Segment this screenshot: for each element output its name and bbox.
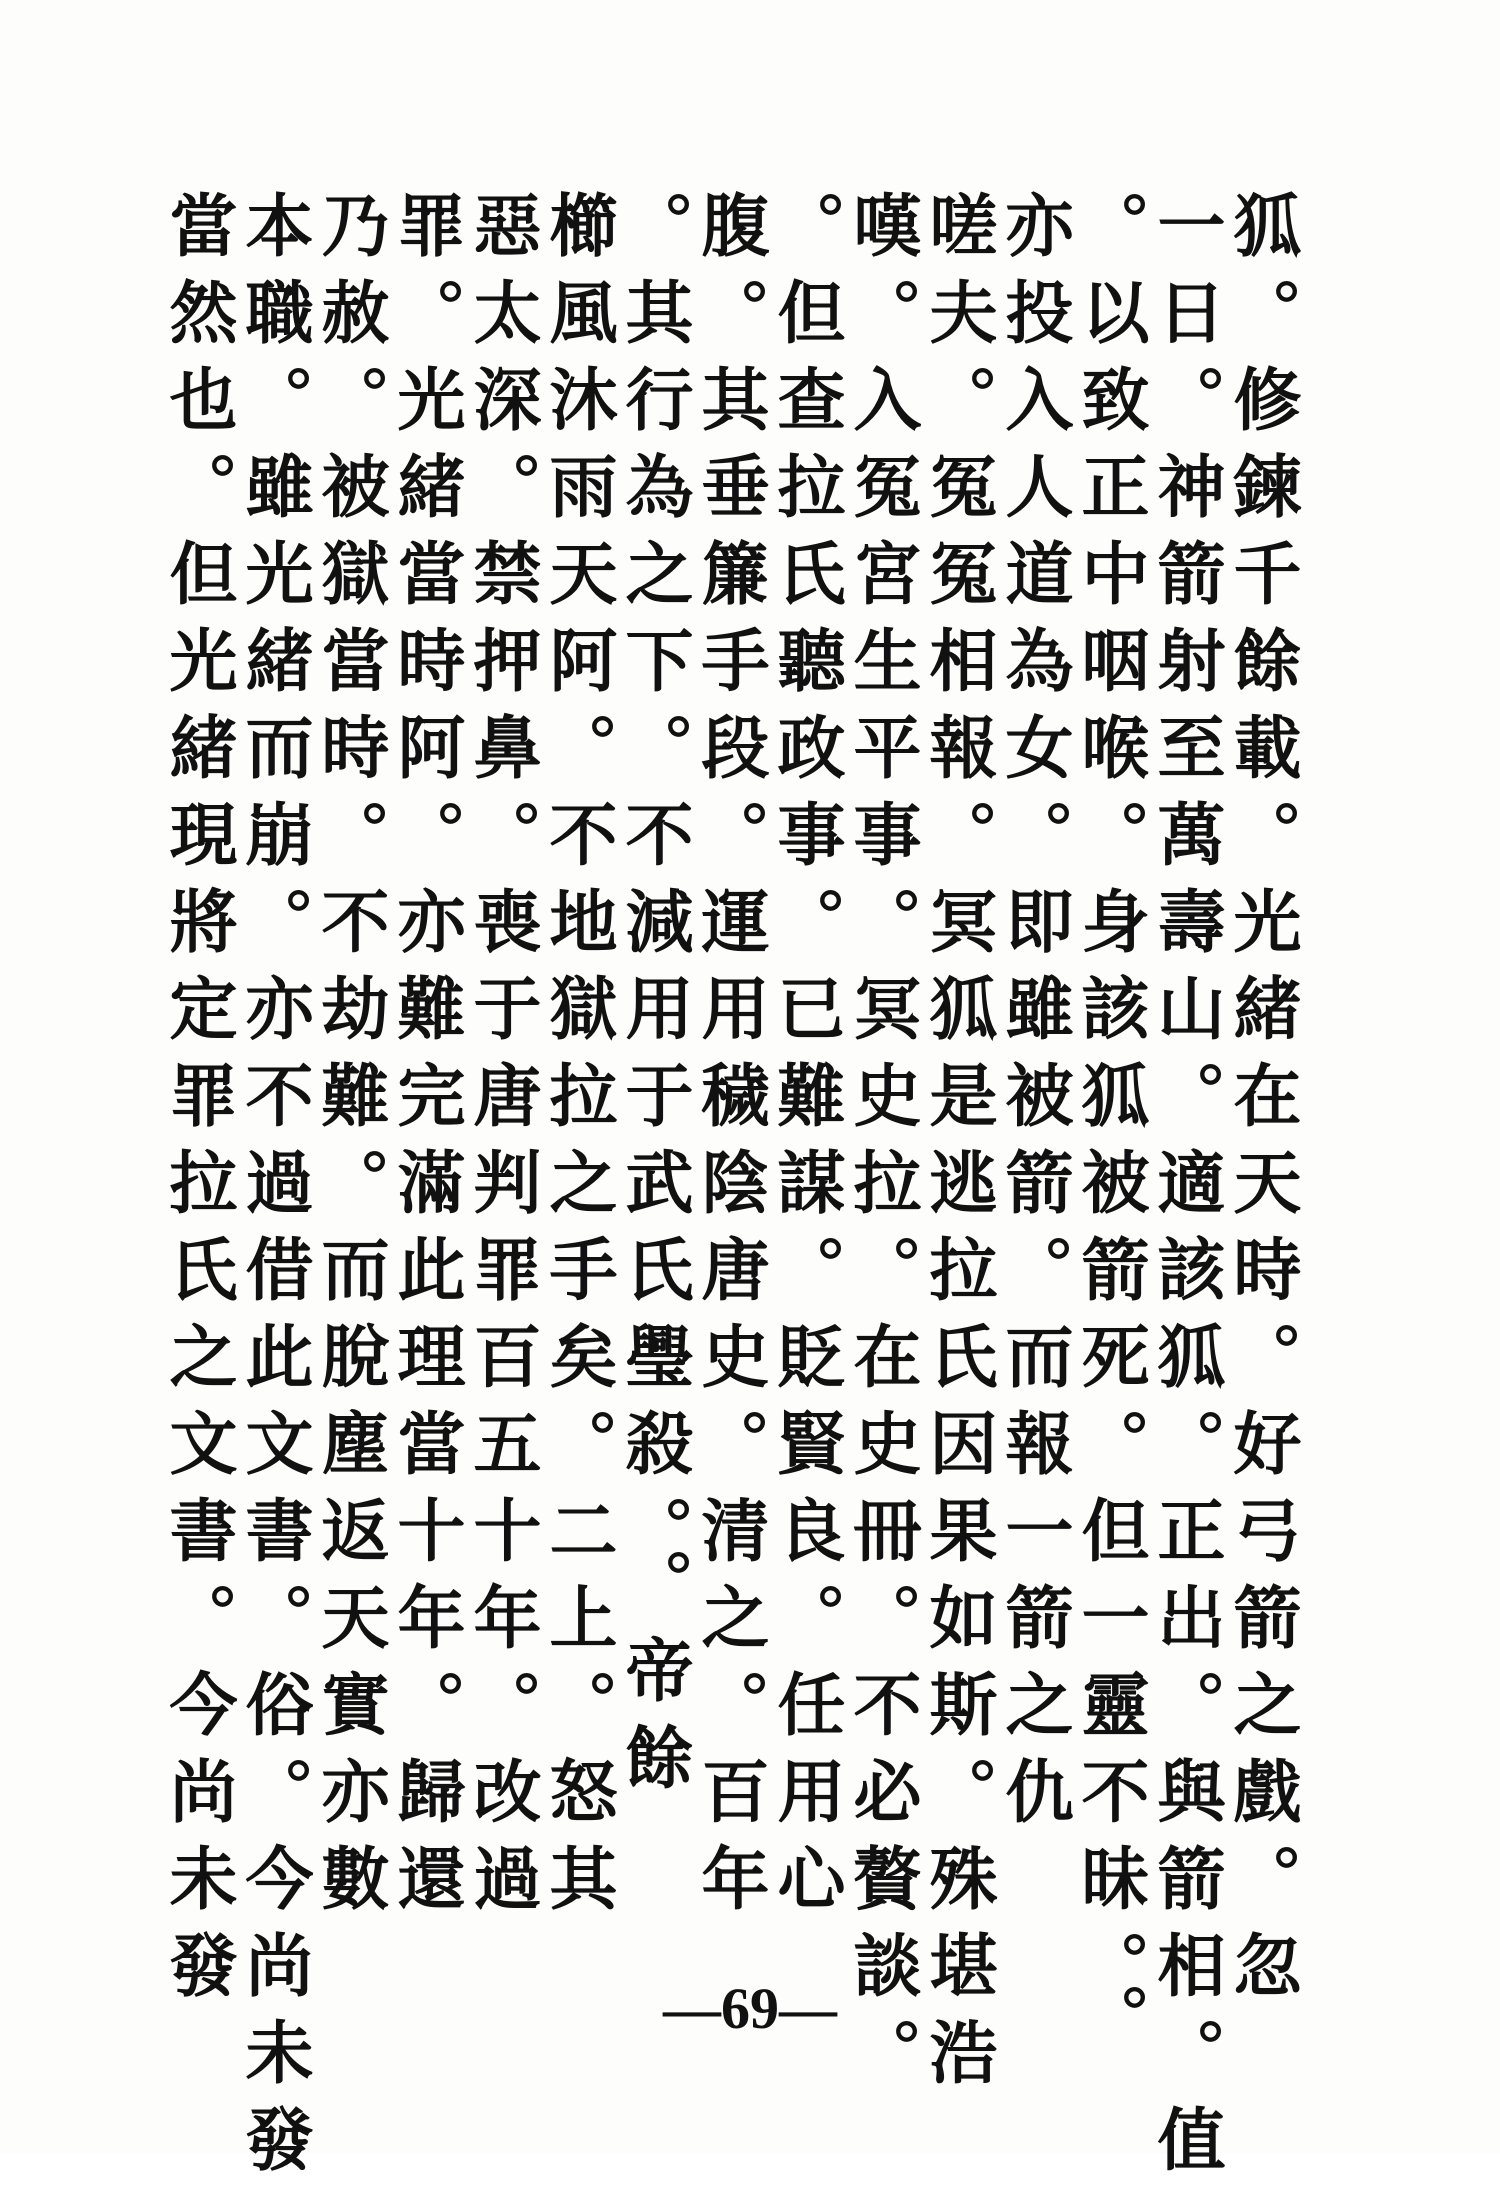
page-number: —69—: [663, 1976, 837, 2041]
text-column: 罪。光緒當時阿。亦難完滿此理當十年。歸還: [386, 190, 466, 1930]
text-column: 腹。其垂簾手段。運用穢陰唐史。清之。百年: [690, 190, 770, 1930]
text-column: 嗟夫。冤冤相報。冥狐是逃拉氏因果如斯。殊堪浩: [918, 190, 998, 2104]
text-column: 惡太深。禁押鼻。喪于唐判罪百五十年。改過: [462, 190, 542, 1930]
text-column: 狐。修鍊千餘載。光緒在天時。好弓箭之戲。忽: [1222, 190, 1302, 2017]
text-column: 嘆。入冤宮生平事。冥史拉。在史冊。不必贅談。: [842, 190, 922, 2104]
text-column: 本職。雖光緒而崩。亦不過借此文書。俗。今尚未發: [234, 190, 314, 2191]
text-column: 亦投入人道為女。即雖被箭。而報一箭之仇: [994, 190, 1074, 1843]
text-column: 當然也。但光緒現將定罪拉氏之文書。今尚未發: [158, 190, 238, 2017]
text-column: 。其行為之下。不減用于武氏璺殺。。帝餘: [614, 190, 694, 1809]
text-column: 櫛風沐雨天阿。不地獄拉之手矣。二上。怒其: [538, 190, 618, 1930]
text-column: 一日。神箭射至萬壽山。適該狐。正出。與箭相。值: [1146, 190, 1226, 2191]
text-column: 。以致正中咽喉。身該狐被箭死。但一靈不昧。。: [1070, 190, 1150, 2070]
text-column: 。但查拉氏聽政事。已難謀。貶賢良。任用心: [766, 190, 846, 1930]
text-column: 乃赦。被獄當時。不劫難。而脫塵返天實亦數: [310, 190, 390, 1930]
